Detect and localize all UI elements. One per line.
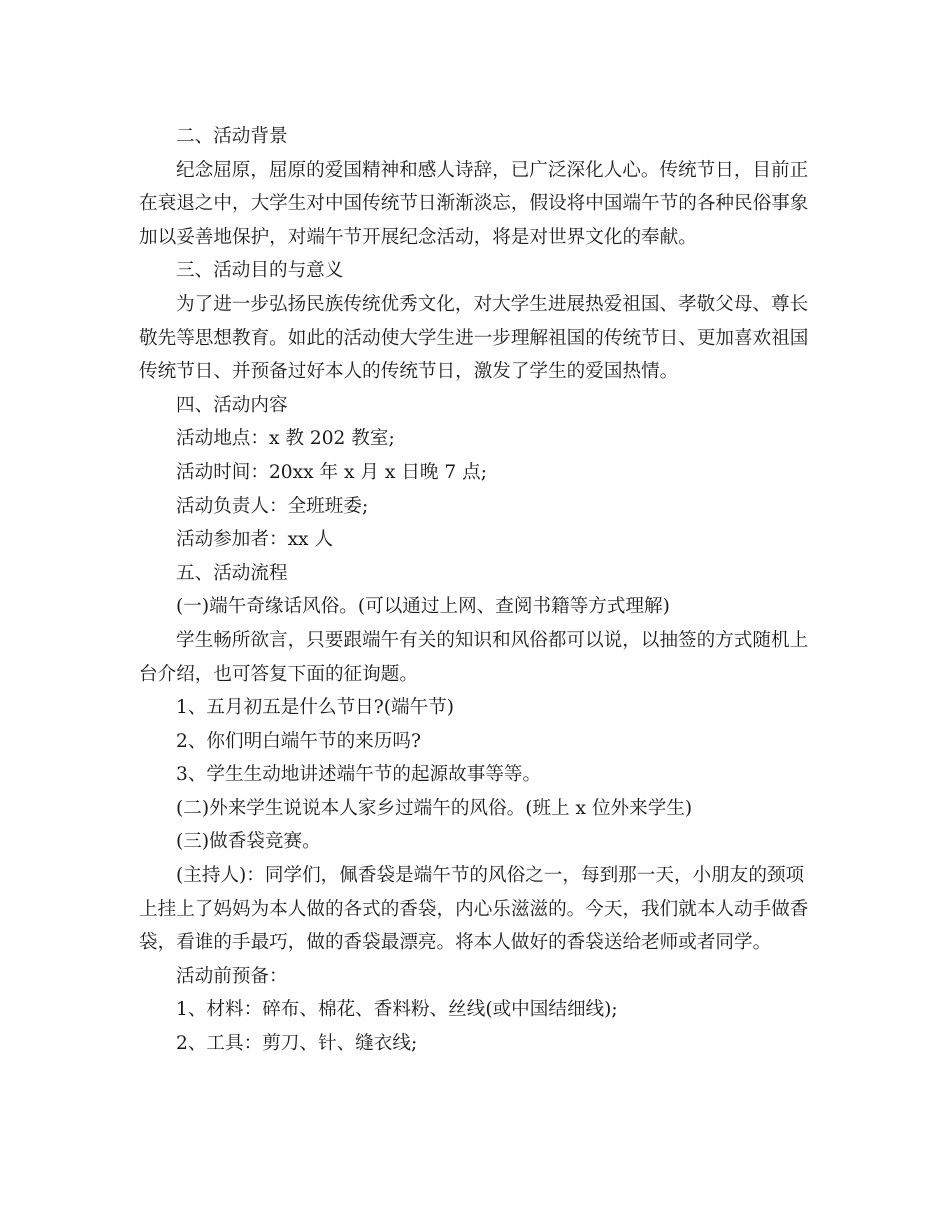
- subsection-heading: (一)端午奇缘话风俗。(可以通过上网、查阅书籍等方式理解): [176, 596, 670, 618]
- paragraph-line: 加以妥善地保护，对端午节开展纪念活动，将是对世界文化的奉献。: [139, 226, 697, 248]
- paragraph-line: 台介绍，也可答复下面的征询题。: [139, 663, 418, 685]
- list-item: 2、你们明白端午节的来历吗?: [176, 730, 421, 752]
- list-item: 1、材料：碎布、棉花、香料粉、丝线(或中国结细线);: [176, 999, 618, 1021]
- paragraph-line: 上挂上了妈妈为本人做的各式的香袋，内心乐滋滋的。今天，我们就本人动手做香: [139, 898, 809, 920]
- paragraph-line: (主持人)：同学们，佩香袋是端午节的风俗之一，每到那一天，小朋友的颈项: [176, 865, 805, 887]
- paragraph-line: 学生畅所欲言，只要跟端午有关的知识和风俗都可以说，以抽签的方式随机上: [176, 629, 809, 651]
- detail-line: 活动负责人：全班班委;: [176, 495, 369, 517]
- document-body: [139, 120, 815, 1061]
- detail-line: 活动前预备：: [176, 965, 288, 987]
- detail-line: 活动时间：20xx 年 x 月 x 日晚 7 点;: [176, 461, 488, 483]
- list-item: 3、学生生动地讲述端午节的起源故事等等。: [176, 764, 542, 786]
- list-item: 2、工具：剪刀、针、缝衣线;: [176, 1033, 418, 1055]
- section-heading: 四、活动内容: [176, 394, 288, 416]
- section-heading: 三、活动目的与意义: [176, 260, 344, 282]
- detail-line: 活动参加者：xx 人: [176, 529, 334, 551]
- paragraph-line: 传统节日、并预备过好本人的传统节日，激发了学生的爱国热情。: [139, 361, 679, 383]
- section-heading: 五、活动流程: [176, 562, 288, 584]
- detail-line: 活动地点：x 教 202 教室;: [176, 428, 395, 450]
- paragraph-line: 袋，看谁的手最巧，做的香袋最漂亮。将本人做好的香袋送给老师或者同学。: [139, 932, 772, 954]
- subsection-heading: (三)做香袋竞赛。: [176, 831, 321, 853]
- list-item: 1、五月初五是什么节日?(端午节): [176, 697, 455, 719]
- paragraph-line: 纪念屈原，屈原的爱国精神和感人诗辞，已广泛深化人心。传统节日，目前正: [176, 159, 809, 181]
- section-heading: 二、活动背景: [176, 126, 288, 147]
- paragraph-line: 在衰退之中，大学生对中国传统节日渐渐淡忘，假设将中国端午节的各种民俗事象: [139, 193, 809, 215]
- paragraph-line: 敬先等思想教育。如此的活动使大学生进一步理解祖国的传统节日、更加喜欢祖国: [139, 327, 809, 349]
- subsection-heading: (二)外来学生说说本人家乡过端午的风俗。(班上 x 位外来学生): [176, 797, 693, 819]
- paragraph-line: 为了进一步弘扬民族传统优秀文化，对大学生进展热爱祖国、孝敬父母、尊长: [176, 293, 809, 315]
